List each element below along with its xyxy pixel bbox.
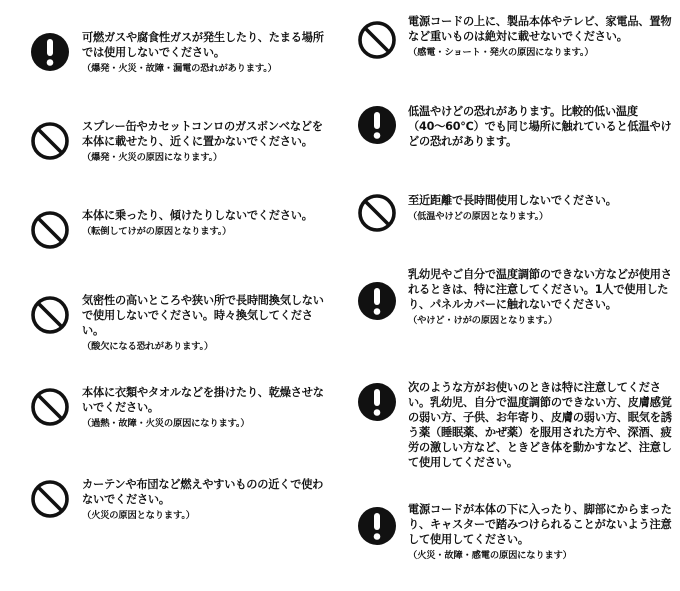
prohibition-icon bbox=[30, 210, 70, 250]
warning-text: 低温やけどの恐れがあります。比較的低い温度（40〜60℃）でも同じ場所に触れていると低温やけどの恐れがあります。 bbox=[408, 105, 672, 148]
mandatory-exclamation-icon bbox=[357, 506, 397, 546]
mandatory-exclamation-icon bbox=[30, 32, 70, 72]
mandatory-exclamation-icon bbox=[357, 105, 397, 145]
warning-text: 至近距離で長時間使用しないでください。 bbox=[408, 194, 617, 207]
mandatory-exclamation-icon bbox=[357, 382, 397, 422]
prohibition-icon bbox=[30, 121, 70, 161]
warning-note: （転倒してけがの原因となります。） bbox=[82, 226, 232, 237]
warning-note: （やけど・けがの原因となります。） bbox=[408, 315, 558, 326]
warning-text: 気密性の高いところや狭い所で長時間換気しないで使用しないでください。時々換気してください。 bbox=[82, 294, 324, 337]
warning-note: （感電・ショート・発火の原因になります。） bbox=[408, 47, 594, 58]
warning-note: （過熱・故障・火災の原因になります。） bbox=[82, 418, 250, 429]
prohibition-icon bbox=[357, 193, 397, 233]
prohibition-icon bbox=[30, 479, 70, 519]
warning-note: （火災・故障・感電の原因になります） bbox=[408, 550, 572, 561]
prohibition-icon bbox=[30, 387, 70, 427]
warning-note: （爆発・火災・故障・漏電の恐れがあります。） bbox=[82, 63, 277, 74]
warning-note: （酸欠になる恐れがあります。） bbox=[82, 341, 214, 352]
prohibition-icon bbox=[30, 295, 70, 335]
warning-text: 本体に衣類やタオルなどを掛けたり、乾燥させないでください。 bbox=[82, 386, 324, 414]
warning-note: （火災の原因となります。） bbox=[82, 510, 195, 521]
warning-text: 本体に乗ったり、傾けたりしないでください。 bbox=[82, 209, 313, 222]
warning-text: カーテンや布団など燃えやすいものの近くで使わないでください。 bbox=[82, 478, 324, 506]
warning-text: 電源コードの上に、製品本体やテレビ、家電品、置物など重いものは絶対に載せないでください。 bbox=[408, 15, 672, 43]
warning-text: スプレー缶やカセットコンロのガスボンベなどを本体に載せたり、近くに置かないでください。 bbox=[82, 120, 323, 148]
prohibition-icon bbox=[357, 20, 397, 60]
warning-text: 次のような方がお使いのときは特に注意してください。乳幼児、自分で温度調節のできない方、皮膚感覚の弱い方、子供、お年寄り、皮膚の弱い方、眠気を誘う薬（睡眠薬、かぜ薬）を服用された方や、深酒、疲労の激しい方など、ときどき体を動かすなど、注意して使用してください。 bbox=[408, 381, 672, 469]
warning-text: 電源コードが本体の下に入ったり、脚部にからまったり、キャスターで踏みつけられることがないよう注意して使用してください。 bbox=[408, 503, 672, 546]
warning-note: （爆発・火災の原因になります。） bbox=[82, 152, 223, 163]
mandatory-exclamation-icon bbox=[357, 281, 397, 321]
warning-text: 可燃ガスや腐食性ガスが発生したり、たまる場所では使用しないでください。 bbox=[82, 31, 324, 59]
warning-note: （低温やけどの原因となります。） bbox=[408, 211, 549, 222]
warning-text: 乳幼児やご自分で温度調節のできない方などが使用されるときは、特に注意してください。1人で使用したり、パネルカバーに触れないでください。 bbox=[408, 268, 672, 311]
